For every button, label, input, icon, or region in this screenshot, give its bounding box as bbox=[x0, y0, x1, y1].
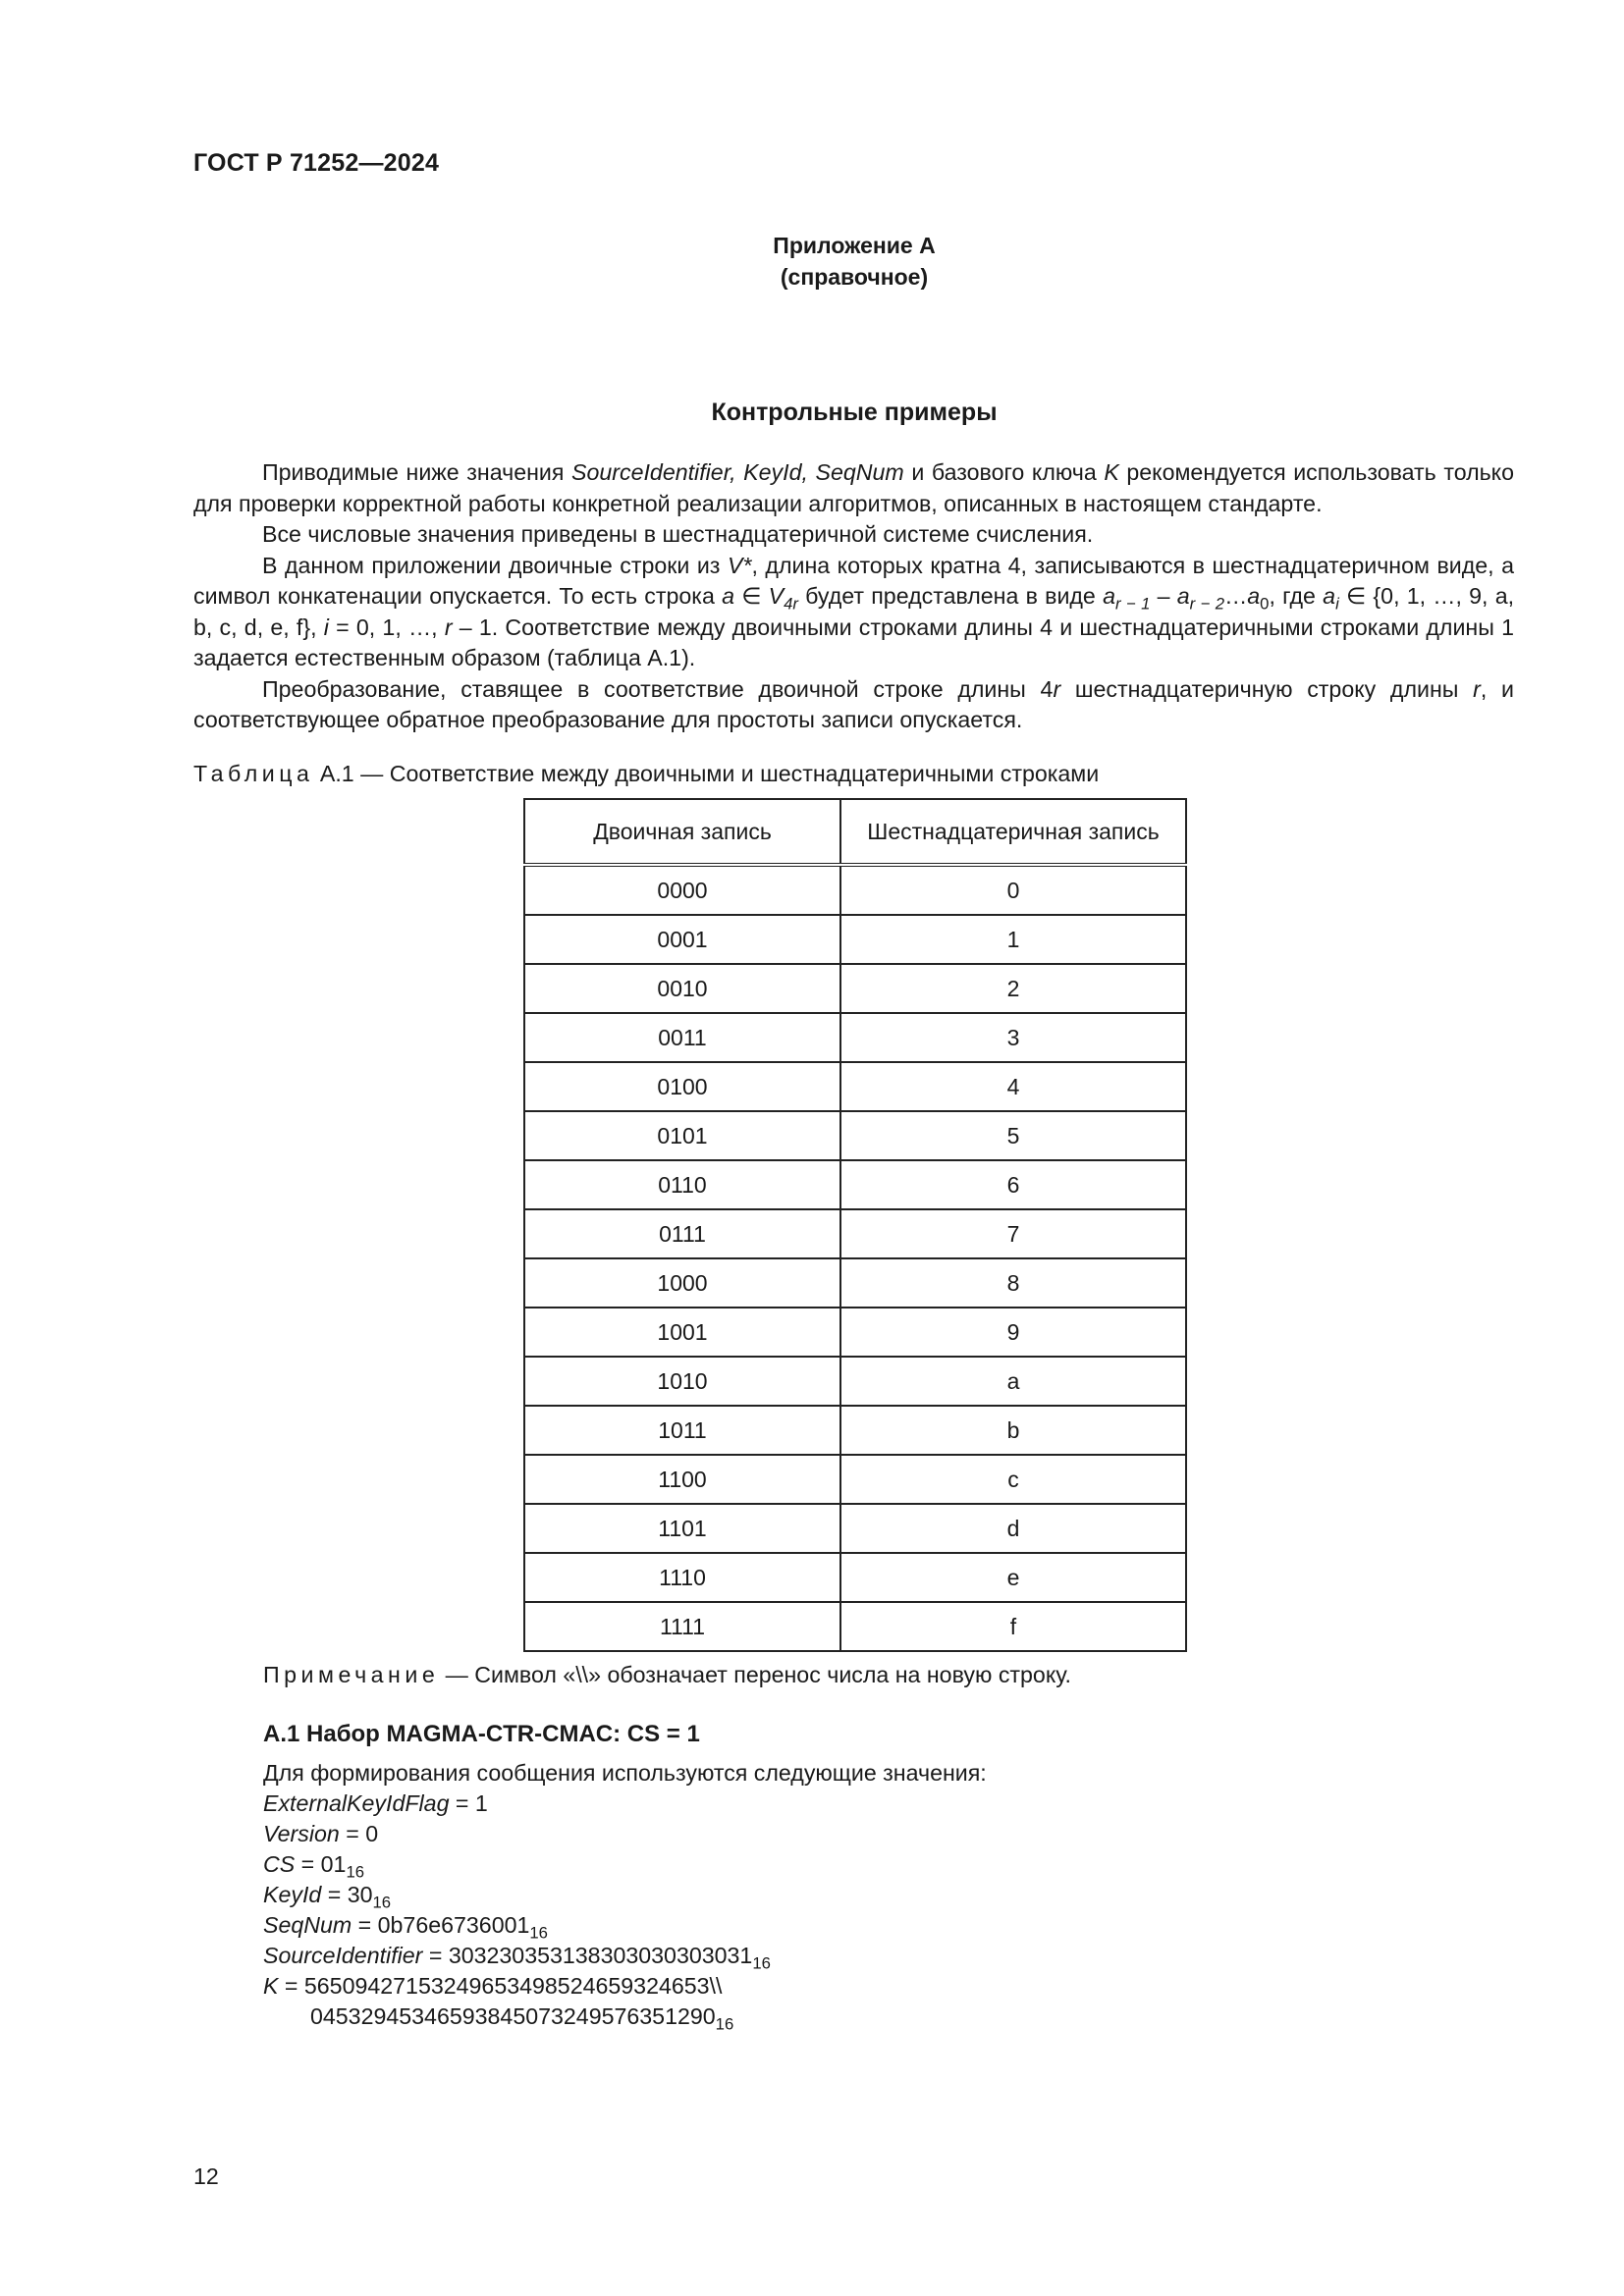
note-text: — Символ «\\» обозначает перенос числа на новую строку. bbox=[439, 1662, 1071, 1687]
table-row bbox=[524, 964, 1186, 1013]
table-row bbox=[524, 1455, 1186, 1504]
intro-paragraph-4: Преобразование, ставящее в соответствие двоичной строке длины 4r шестнадцатеричную строку длины r, и соответствующее обратное преобразование для простоты записи опускается. bbox=[193, 675, 1514, 732]
hex-cell: a bbox=[840, 1357, 1186, 1406]
binary-cell: 1010 bbox=[524, 1357, 840, 1406]
table-row bbox=[524, 1308, 1186, 1357]
value-source-identifier: SourceIdentifier = $303230353138303030303031_{16}$ bbox=[263, 1943, 771, 1973]
appendix-subtitle: (справочное) bbox=[780, 264, 929, 290]
hex-cell: b bbox=[840, 1406, 1186, 1455]
hex-cell: 8 bbox=[840, 1258, 1186, 1308]
binary-cell: 0000 bbox=[524, 865, 840, 915]
document-id: ГОСТ Р 71252—2024 bbox=[193, 149, 440, 177]
binary-cell: 0001 bbox=[524, 915, 840, 964]
binary-cell: 0110 bbox=[524, 1160, 840, 1209]
binary-cell: 0100 bbox=[524, 1062, 840, 1111]
table-row bbox=[524, 915, 1186, 964]
values-intro: Для формирования сообщения используются следующие значения: bbox=[263, 1760, 987, 1786]
table-row bbox=[524, 1357, 1186, 1406]
value-version: Version = 0 bbox=[263, 1821, 379, 1846]
hex-cell: 0 bbox=[840, 865, 1186, 915]
appendix-title: Приложение А bbox=[773, 233, 936, 258]
hex-cell: 7 bbox=[840, 1209, 1186, 1258]
table-row bbox=[524, 1258, 1186, 1308]
hex-cell: f bbox=[840, 1602, 1186, 1651]
value-keyid: KeyId = $30_{16}$ bbox=[263, 1882, 392, 1912]
hex-cell: 4 bbox=[840, 1062, 1186, 1111]
hex-cell: 6 bbox=[840, 1160, 1186, 1209]
intro-paragraph-1: Приводимые ниже значения SourceIdentifier, KeyId, SeqNum и базового ключа K рекомендуется использовать только для проверки корректной работы конкретной реализации алгоритмов, описанных в настоящем стандарте. bbox=[193, 459, 1514, 516]
header-binary: Двоичная запись bbox=[524, 799, 840, 865]
table-note bbox=[263, 1662, 1071, 1688]
table-row bbox=[524, 1062, 1186, 1111]
binary-cell: 0111 bbox=[524, 1209, 840, 1258]
value-key-k: K = 56509427153249653498524659324653\\ bbox=[263, 1973, 723, 1999]
hex-cell: 3 bbox=[840, 1013, 1186, 1062]
table-row bbox=[524, 1553, 1186, 1602]
table-row bbox=[524, 1602, 1186, 1651]
table-body bbox=[524, 865, 1186, 1651]
table-row bbox=[524, 1160, 1186, 1209]
table-row bbox=[524, 1013, 1186, 1062]
binary-cell: 1011 bbox=[524, 1406, 840, 1455]
binary-cell: 1001 bbox=[524, 1308, 840, 1357]
header-hex: Шестнадцатеричная запись bbox=[840, 799, 1186, 865]
hex-cell: 2 bbox=[840, 964, 1186, 1013]
subsection-heading: А.1 Набор MAGMA-CTR-CMAC: CS = 1 bbox=[263, 1721, 700, 1747]
table-caption: Таблица А.1 — Соответствие между двоичными и шестнадцатеричными строками bbox=[193, 761, 1100, 786]
binary-cell: 1111 bbox=[524, 1602, 840, 1651]
hex-cell: c bbox=[840, 1455, 1186, 1504]
hex-cell: e bbox=[840, 1553, 1186, 1602]
binary-cell: 0101 bbox=[524, 1111, 840, 1160]
binary-cell: 1100 bbox=[524, 1455, 840, 1504]
value-cs: CS = $01_{16}$ bbox=[263, 1851, 364, 1882]
binary-cell: 0011 bbox=[524, 1013, 840, 1062]
hex-cell: 9 bbox=[840, 1308, 1186, 1357]
hex-cell: 5 bbox=[840, 1111, 1186, 1160]
table-row bbox=[524, 1209, 1186, 1258]
binary-cell: 1110 bbox=[524, 1553, 840, 1602]
intro-paragraph-2: Все числовые значения приведены в шестнадцатеричной системе счисления. bbox=[262, 521, 1094, 547]
table-row bbox=[524, 1504, 1186, 1553]
section-title: Контрольные примеры bbox=[711, 399, 998, 426]
test-values bbox=[263, 1758, 987, 2032]
binary-cell: 0010 bbox=[524, 964, 840, 1013]
intro-text bbox=[193, 457, 1514, 736]
binary-hex-table bbox=[523, 798, 1187, 1652]
table-row bbox=[524, 865, 1186, 915]
table-header-row bbox=[524, 799, 1186, 865]
value-external-keyid-flag: ExternalKeyIdFlag = 1 bbox=[263, 1790, 488, 1816]
page-number: 12 bbox=[193, 2163, 219, 2189]
value-key-k-continuation: $04532945346593845073249576351290_{16}$ bbox=[310, 2003, 734, 2034]
binary-cell: 1101 bbox=[524, 1504, 840, 1553]
hex-cell: d bbox=[840, 1504, 1186, 1553]
hex-cell: 1 bbox=[840, 915, 1186, 964]
intro-paragraph-3: В данном приложении двоичные строки из V*, длина которых кратна 4, записываются в шестнадцатеричном виде, а символ конкатенации опускается. То есть строка a ∈ $V_{4r}$ будет представлена в виде $a_{r - 1}$ – $a_{r - 2}\dots a_0$, где $a_i$ ∈ {0, 1, …, 9, a, b, c, d, e, f}, i = 0, 1, …, r – 1. Соответствие между двоичными строками длины 4 и шестнадцатеричными строками длины 1 задается естественным образом (таблица А.1). bbox=[193, 552, 1515, 670]
table-row bbox=[524, 1111, 1186, 1160]
binary-cell: 1000 bbox=[524, 1258, 840, 1308]
table-row bbox=[524, 1406, 1186, 1455]
value-seqnum: SeqNum = $0b76e6736001_{16}$ bbox=[263, 1912, 548, 1943]
note-label: Примечание bbox=[263, 1662, 440, 1687]
